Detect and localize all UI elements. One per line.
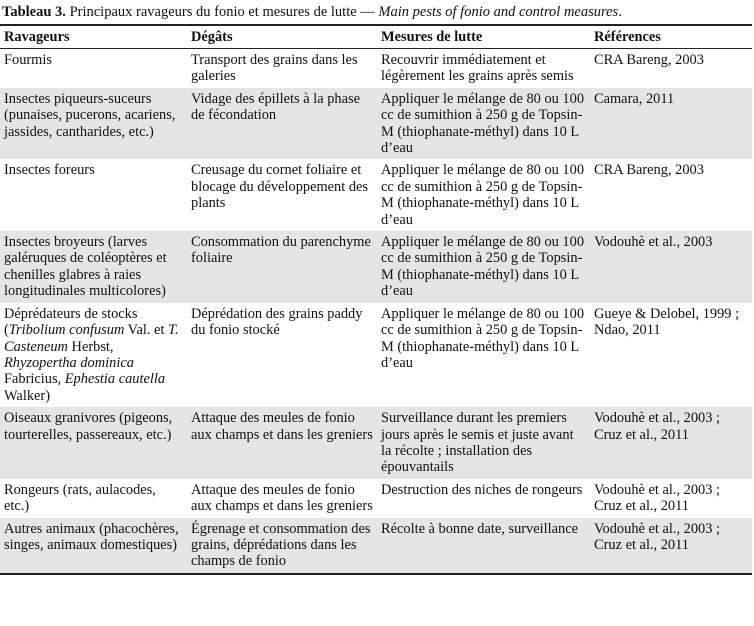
- cell-pest: Rongeurs (rats, aulacodes, etc.): [4, 481, 156, 515]
- cell-reference: Vodouhè et al., 2003: [594, 234, 713, 251]
- cell-reference: CRA Bareng, 2003: [594, 52, 704, 68]
- cell-pest: Insectes foreurs: [4, 162, 95, 179]
- cell-damage: Déprédation des grains paddy du fonio stocké: [191, 305, 363, 339]
- table-caption: [0, 0, 754, 24]
- cell-damage: Égrenage et consommation des grains, déprédations dans les champs de fonio: [191, 520, 371, 570]
- caption-end: .: [618, 4, 622, 20]
- cell-damage: Transport des grains dans les galeries: [191, 52, 358, 85]
- table-row: [0, 518, 752, 574]
- table-row: [0, 303, 752, 407]
- cell-pest: [0, 303, 187, 407]
- cell-damage: Consommation du parenchyme foliaire: [191, 234, 371, 267]
- table-header-row: [0, 25, 752, 49]
- header-degats: Dégâts: [191, 29, 233, 46]
- cell-control: Récolte à bonne date, surveillance: [381, 520, 578, 537]
- pest-text: Walker): [4, 387, 50, 404]
- cell-reference: CRA Bareng, 2003: [594, 162, 704, 179]
- cell-reference: Vodouhè et al., 2003 ; Cruz et al., 2011: [594, 410, 721, 443]
- species-name: Tribolium confusum: [8, 322, 125, 339]
- cell-reference: Vodouhè et al., 2003 ; Cruz et al., 2011: [594, 520, 721, 553]
- cell-control: Appliquer le mélange de 80 ou 100 cc de sumithion à 250 g de Topsin-M (thiophanate-méthyl) dans 10 L d’eau: [381, 162, 585, 228]
- cell-damage: Creusage du cornet foliaire et blocage du développement des plants: [191, 162, 369, 212]
- cell-pest: Fourmis: [4, 52, 52, 68]
- caption-label: Tableau 3.: [2, 4, 66, 20]
- table-row: [0, 159, 752, 231]
- cell-reference: Camara, 2011: [594, 90, 675, 107]
- cell-control: Appliquer le mélange de 80 ou 100 cc de sumithion à 250 g de Topsin-M (thiophanate-méthyl) dans 10 L d’eau: [381, 234, 585, 300]
- pest-text: Herbst,: [67, 338, 114, 355]
- caption-title-en: Main pests of fonio and control measures: [378, 4, 619, 20]
- pests-table: [0, 24, 752, 575]
- table-row: [0, 88, 752, 160]
- caption-title-fr: Principaux ravageurs du fonio et mesures de lutte —: [65, 4, 379, 20]
- species-name: T. Casteneum: [4, 322, 179, 355]
- table-row: [0, 49, 752, 88]
- cell-control: Appliquer le mélange de 80 ou 100 cc de sumithion à 250 g de Topsin-M (thiophanate-méthyl) dans 10 L d’eau: [381, 305, 585, 371]
- header-mesures: Mesures de lutte: [381, 29, 483, 46]
- table-row: [0, 407, 752, 479]
- pest-text: Fabricius,: [4, 371, 65, 388]
- cell-pest: Autres animaux (phacochères, singes, animaux domestiques): [4, 520, 179, 553]
- cell-damage: Attaque des meules de fonio aux champs et dans les greniers: [191, 481, 373, 515]
- cell-reference: Gueye & Delobel, 1999 ; Ndao, 2011: [594, 305, 740, 339]
- pest-text: Val. et: [124, 322, 169, 339]
- cell-control: Destruction des niches de rongeurs: [381, 481, 583, 498]
- table-row: [0, 231, 752, 303]
- cell-damage: Vidage des épillets à la phase de fécondation: [191, 90, 360, 124]
- cell-control: Surveillance durant les premiers jours après le semis et juste avant la récolte ; installation des épouvantails: [381, 410, 574, 476]
- pest-text: Déprédateurs de stocks (: [4, 305, 138, 339]
- cell-pest: Insectes broyeurs (larves galéruques de coléoptères et chenilles glabres à raies longitudinales multicolores): [4, 234, 167, 300]
- species-name: Rhyzopertha dominica: [4, 354, 134, 371]
- cell-pest: Insectes piqueurs-suceurs (punaises, pucerons, acariens, jassides, cantharides, etc.): [4, 90, 176, 140]
- header-ravageurs: Ravageurs: [4, 29, 70, 46]
- cell-pest: Oiseaux granivores (pigeons, tourterelles, passereaux, etc.): [4, 410, 173, 443]
- table-row: [0, 479, 752, 518]
- cell-control: Appliquer le mélange de 80 ou 100 cc de sumithion à 250 g de Topsin-M (thiophanate-méthyl) dans 10 L d’eau: [381, 90, 585, 157]
- cell-reference: Vodouhè et al., 2003 ; Cruz et al., 2011: [594, 481, 721, 515]
- header-references: Références: [594, 29, 661, 46]
- cell-control: Recouvrir immédiatement et légèrement les grains après semis: [381, 52, 574, 85]
- species-name: Ephestia cautella: [64, 371, 166, 388]
- cell-damage: Attaque des meules de fonio aux champs et dans les greniers: [191, 410, 373, 443]
